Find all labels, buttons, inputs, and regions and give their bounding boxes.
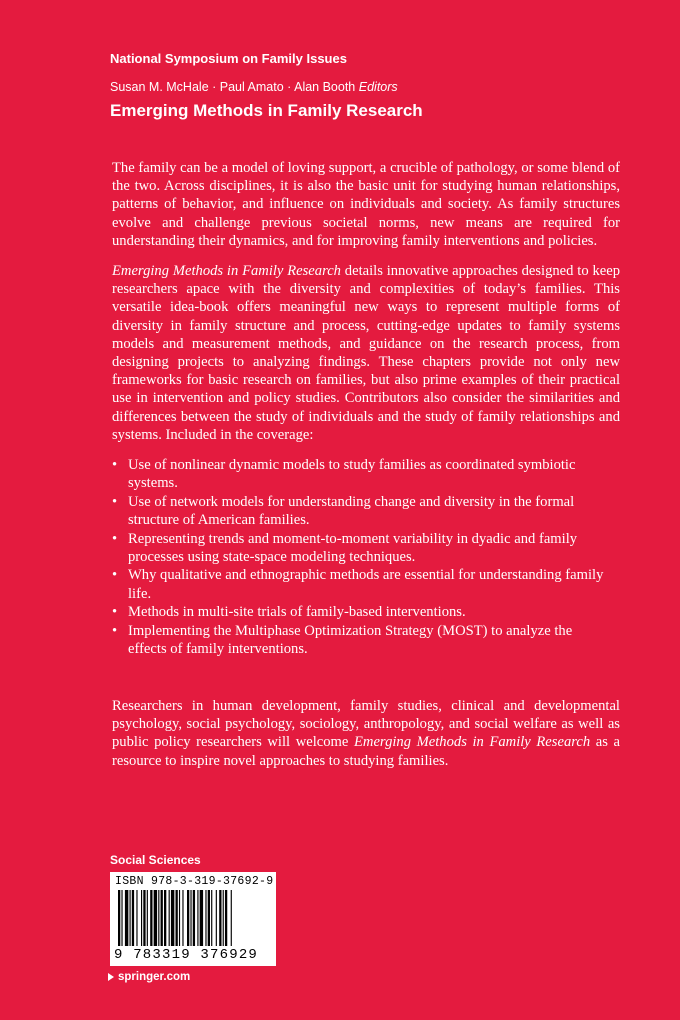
book-title: Emerging Methods in Family Research [110,101,423,120]
barcode-bars-icon [118,890,270,946]
isbn-label: ISBN 978-3-319-37692-9 [115,875,274,888]
publisher-link[interactable] [108,971,190,983]
audience-text-end: as a resource to inspire novel approaches to studying families. [112,734,621,769]
barcode-number: 9 783319 376929 [114,947,259,963]
editors-label: Editors [358,80,398,94]
list-item: • Methods in multi-site trials of family-based interventions. [112,603,612,621]
author-names: Susan M. McHale · Paul Amato · Alan Booth [110,80,356,94]
editors-line [110,80,398,94]
title-reference: Emerging Methods in Family Research [112,263,341,279]
coverage-list [112,456,612,659]
list-item: • Representing trends and moment-to-moment variability in dyadic and family processes using state-space modeling techniques. [112,530,612,566]
series-title: National Symposium on Family Issues [110,51,347,66]
arrow-right-icon [108,973,114,981]
description-paragraph [112,262,620,444]
intro-paragraph: The family can be a model of loving support, a crucible of pathology, or some blend of the two. Across disciplines, it is also the basic unit for studying human relationships, patterns of behavior, and influence on individuals and society. As family structures evolve and challenge previous societal norms, new means are required for understanding their dynamics, and for improving family interventions and policies. [112,160,620,249]
audience-text: Researchers in human development, family studies, clinical and developmental psychology, social psychology, sociology, anthropology, and social welfare as well as public policy researchers will welcome [112,698,620,751]
subject-category: Social Sciences [110,853,201,867]
audience-paragraph [112,697,620,770]
list-item: • Use of nonlinear dynamic models to study families as coordinated symbiotic systems. [112,456,612,492]
isbn-barcode [110,872,276,966]
list-item: • Use of network models for understanding change and diversity in the formal structure of American families. [112,493,612,529]
list-item: • Why qualitative and ethnographic methods are essential for understanding family life. [112,566,612,602]
publisher-url: springer.com [118,971,191,983]
description-text: details innovative approaches designed to keep researchers apace with the diversity and complexities of today’s families. This versatile idea-book offers meaningful new ways to represent multiple forms of diversity in family structure and process, cutting-edge updates to family systems models and measurement methods, and guidance on the research process, from designing projects to analyzing findings. These chapters provide not only new frameworks for basic research on families, but also prime examples of their practical use in intervention and policy studies. Contributors also consider the similarities and differences between the study of individuals and the study of family relationships and systems. Included in the coverage: [112,263,620,443]
list-item: • Implementing the Multiphase Optimization Strategy (MOST) to analyze the effects of family interventions. [112,622,612,658]
title-reference: Emerging Methods in Family Research [354,734,591,751]
